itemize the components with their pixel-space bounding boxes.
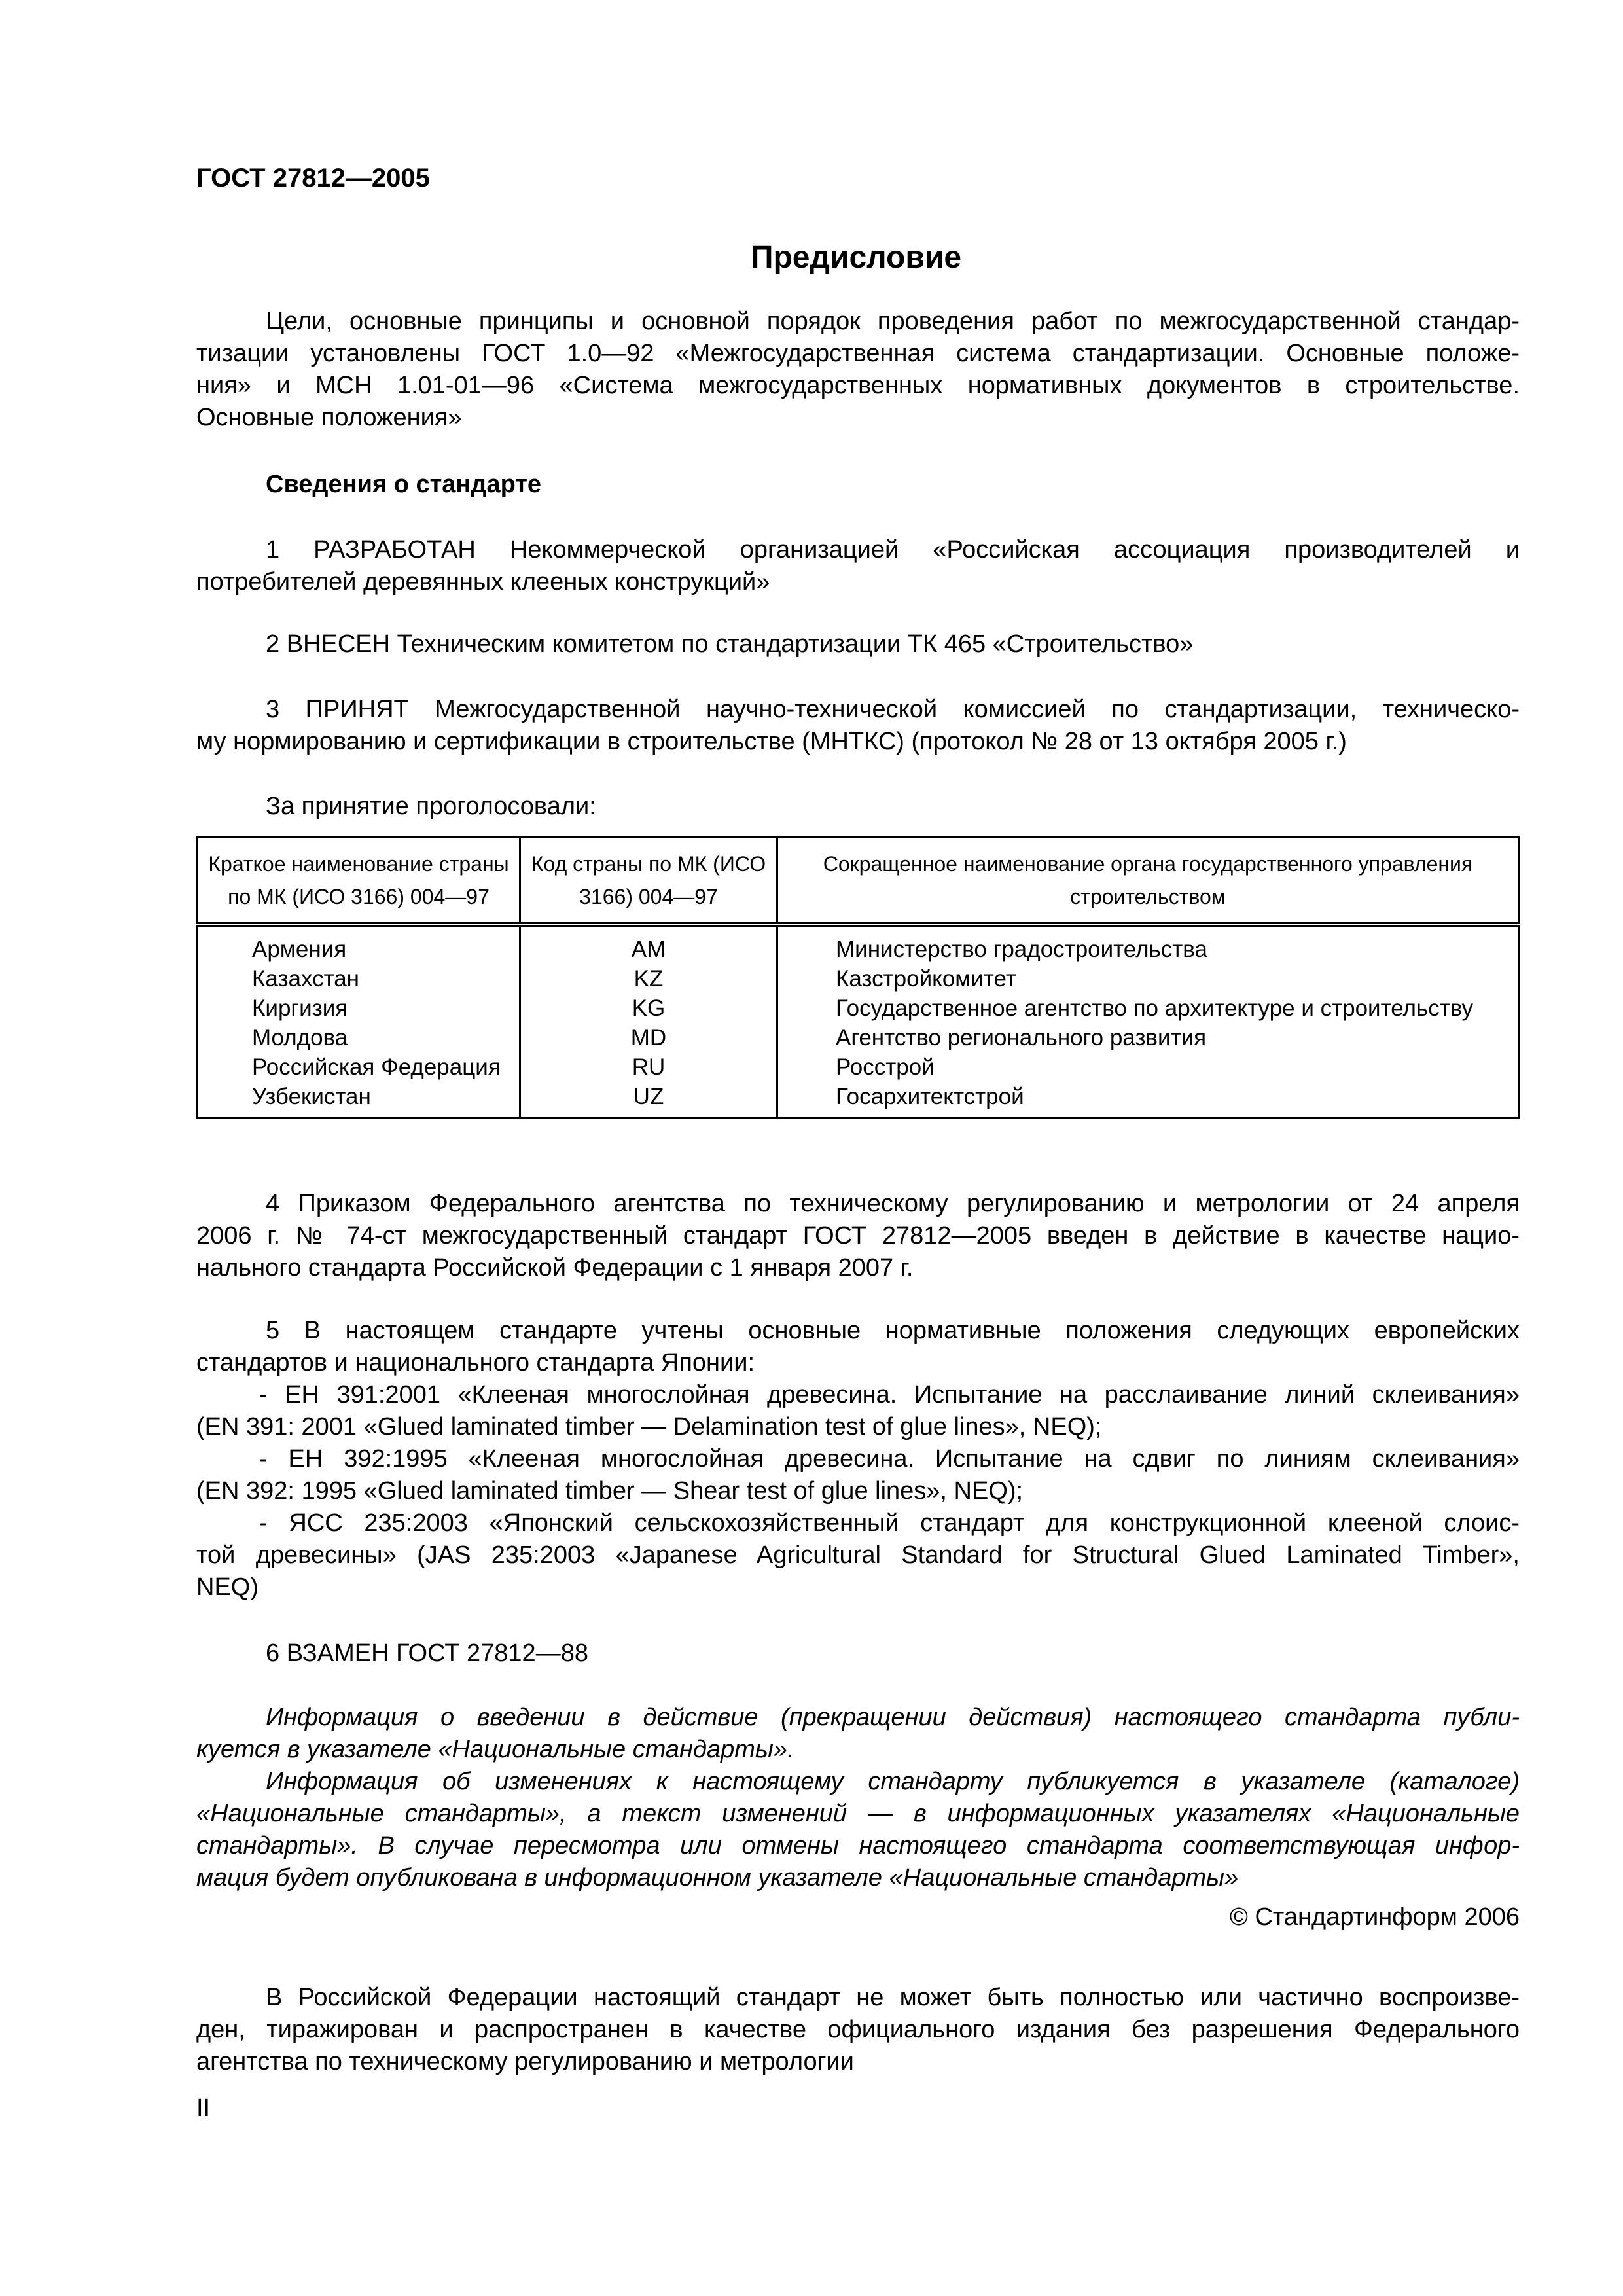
table-row — [198, 925, 1519, 965]
table-header-country: Краткое наименование страны по МК (ИСО 3166) 004—97 — [198, 838, 520, 925]
text-line: 3 ПРИНЯТ Межгосударственной научно-технической комиссией по стандартизации, техническо- — [266, 696, 1520, 723]
country-name-cell: Узбекистан — [198, 1082, 520, 1118]
paragraph — [196, 1982, 1520, 2078]
text-line: Цели, основные принципы и основной порядок проведения работ по межгосударственной стандар- — [266, 308, 1520, 335]
country-code-cell: KZ — [520, 964, 777, 994]
document-code-header: ГОСТ 27812—2005 — [196, 164, 430, 192]
table-header-code: Код страны по МК (ИСО 3166) 004—97 — [520, 838, 777, 925]
table-row — [198, 1052, 1519, 1082]
text-line: - ЕН 391:2001 «Клееная многослойная древесина. Испытание на расслаивание линий склеивания» — [259, 1381, 1520, 1408]
text-line: 2 ВНЕСЕН Техническим комитетом по стандартизации ТК 465 «Строительство» — [266, 630, 1194, 658]
text-line: - ЕН 392:1995 «Клееная многослойная древесина. Испытание на сдвиг по линиям склеивания» — [259, 1445, 1520, 1473]
text-line: нального стандарта Российской Федерации с 1 января 2007 г. — [196, 1254, 914, 1282]
authority-name-cell: Госархитектстрой — [777, 1082, 1519, 1118]
paragraph — [196, 1766, 1520, 1894]
table-header-authority: Сокращенное наименование органа государственного управления строительством — [777, 838, 1519, 925]
text-line: ден, тиражирован и распространен в качестве официального издания без разрешения Федерального — [196, 2016, 1520, 2043]
text-line: 1 РАЗРАБОТАН Некоммерческой организацией «Российская ассоциация производителей и — [266, 536, 1520, 564]
country-code-cell: UZ — [520, 1082, 777, 1118]
text-line: агентства по техническому регулированию и метрологии — [196, 2048, 854, 2075]
text-line: Основные положения» — [196, 404, 462, 431]
text-line: мация будет опубликована в информационном указателе «Национальные стандарты» — [196, 1864, 1239, 1892]
text-line: му нормированию и сертификации в строительстве (МНТКС) (протокол № 28 от 13 октября 2005 г.) — [196, 728, 1347, 755]
country-name-cell: Киргизия — [198, 994, 520, 1023]
page-number: II — [196, 2094, 211, 2122]
text-line: стандартов и национального стандарта Японии: — [196, 1349, 755, 1376]
text-line: NEQ) — [196, 1573, 259, 1601]
country-code-cell: AM — [520, 925, 777, 965]
text-line: потребителей деревянных клееных конструкций» — [196, 568, 770, 596]
text-line: ния» и МСН 1.01-01—96 «Система межгосударственных нормативных документов в строительстве. — [196, 372, 1520, 399]
table-row — [198, 1082, 1519, 1118]
text-line: стандарты». В случае пересмотра или отмены настоящего стандарта соответствующая инфор- — [196, 1832, 1520, 1859]
paragraph — [196, 694, 1520, 758]
authority-name-cell: Министерство градостроительства — [777, 925, 1519, 965]
table-row — [198, 964, 1519, 994]
text-line: За принятие проголосовали: — [266, 793, 596, 820]
paragraph — [196, 628, 1520, 660]
paragraph — [196, 1315, 1520, 1379]
country-name-cell: Казахстан — [198, 964, 520, 994]
authority-name-cell: Государственное агентство по архитектуре и строительству — [777, 994, 1519, 1023]
paragraph — [196, 1638, 1520, 1670]
authority-name-cell: Росстрой — [777, 1052, 1519, 1082]
country-name-cell: Армения — [198, 925, 520, 965]
text-line: Сведения о стандарте — [266, 471, 542, 498]
paragraph — [196, 791, 1520, 823]
text-line: 2006 г. № 74-ст межгосударственный стандарт ГОСТ 27812—2005 введен в действие в качестве нацио- — [196, 1222, 1520, 1249]
country-code-cell: RU — [520, 1052, 777, 1082]
copyright: © Стандартинформ 2006 — [1229, 1903, 1520, 1931]
paragraph — [196, 1379, 1520, 1604]
paragraph — [196, 306, 1520, 434]
text-line: Информация о введении в действие (прекращении действия) настоящего стандарта публи- — [266, 1704, 1520, 1731]
text-line: той древесины» (JAS 235:2003 «Japanese Agricultural Standard for Structural Glued Laminated Timber», — [196, 1541, 1520, 1569]
text-line: - ЯСС 235:2003 «Японский сельскохозяйственный стандарт для конструкционной клееной слоис- — [259, 1509, 1520, 1537]
table-row — [198, 1023, 1519, 1052]
country-name-cell: Российская Федерация — [198, 1052, 520, 1082]
country-name-cell: Молдова — [198, 1023, 520, 1052]
authority-name-cell: Казстройкомитет — [777, 964, 1519, 994]
text-line: (EN 391: 2001 «Glued laminated timber — Delamination test of glue lines», NEQ); — [196, 1413, 1102, 1441]
table-row — [198, 994, 1519, 1023]
text-line: 4 Приказом Федерального агентства по техническому регулированию и метрологии от 24 апреля — [266, 1190, 1520, 1217]
text-line: (EN 392: 1995 «Glued laminated timber — Shear test of glue lines», NEQ); — [196, 1477, 1024, 1505]
text-line: 6 ВЗАМЕН ГОСТ 27812—88 — [266, 1640, 588, 1667]
paragraph — [196, 1702, 1520, 1766]
paragraph — [196, 469, 1520, 501]
paragraph — [196, 534, 1520, 598]
page-title: Предисловие — [750, 240, 962, 275]
text-line: Информация об изменениях к настоящему стандарту публикуется в указателе (каталоге) — [266, 1768, 1520, 1795]
text-line: куется в указателе «Национальные стандарты». — [196, 1736, 794, 1763]
country-code-cell: MD — [520, 1023, 777, 1052]
authority-name-cell: Агентство регионального развития — [777, 1023, 1519, 1052]
country-code-cell: KG — [520, 994, 777, 1023]
text-line: В Российской Федерации настоящий стандарт не может быть полностью или частично воспроизве- — [266, 1984, 1520, 2011]
text-line: «Национальные стандарты», а текст изменений — в информационных указателях «Национальные — [196, 1800, 1520, 1827]
text-line: тизации установлены ГОСТ 1.0—92 «Межгосударственная система стандартизации. Основные положе- — [196, 340, 1520, 367]
paragraph — [196, 1188, 1520, 1284]
voting-countries-table — [196, 836, 1520, 1119]
text-line: 5 В настоящем стандарте учтены основные нормативные положения следующих европейских — [266, 1317, 1520, 1344]
